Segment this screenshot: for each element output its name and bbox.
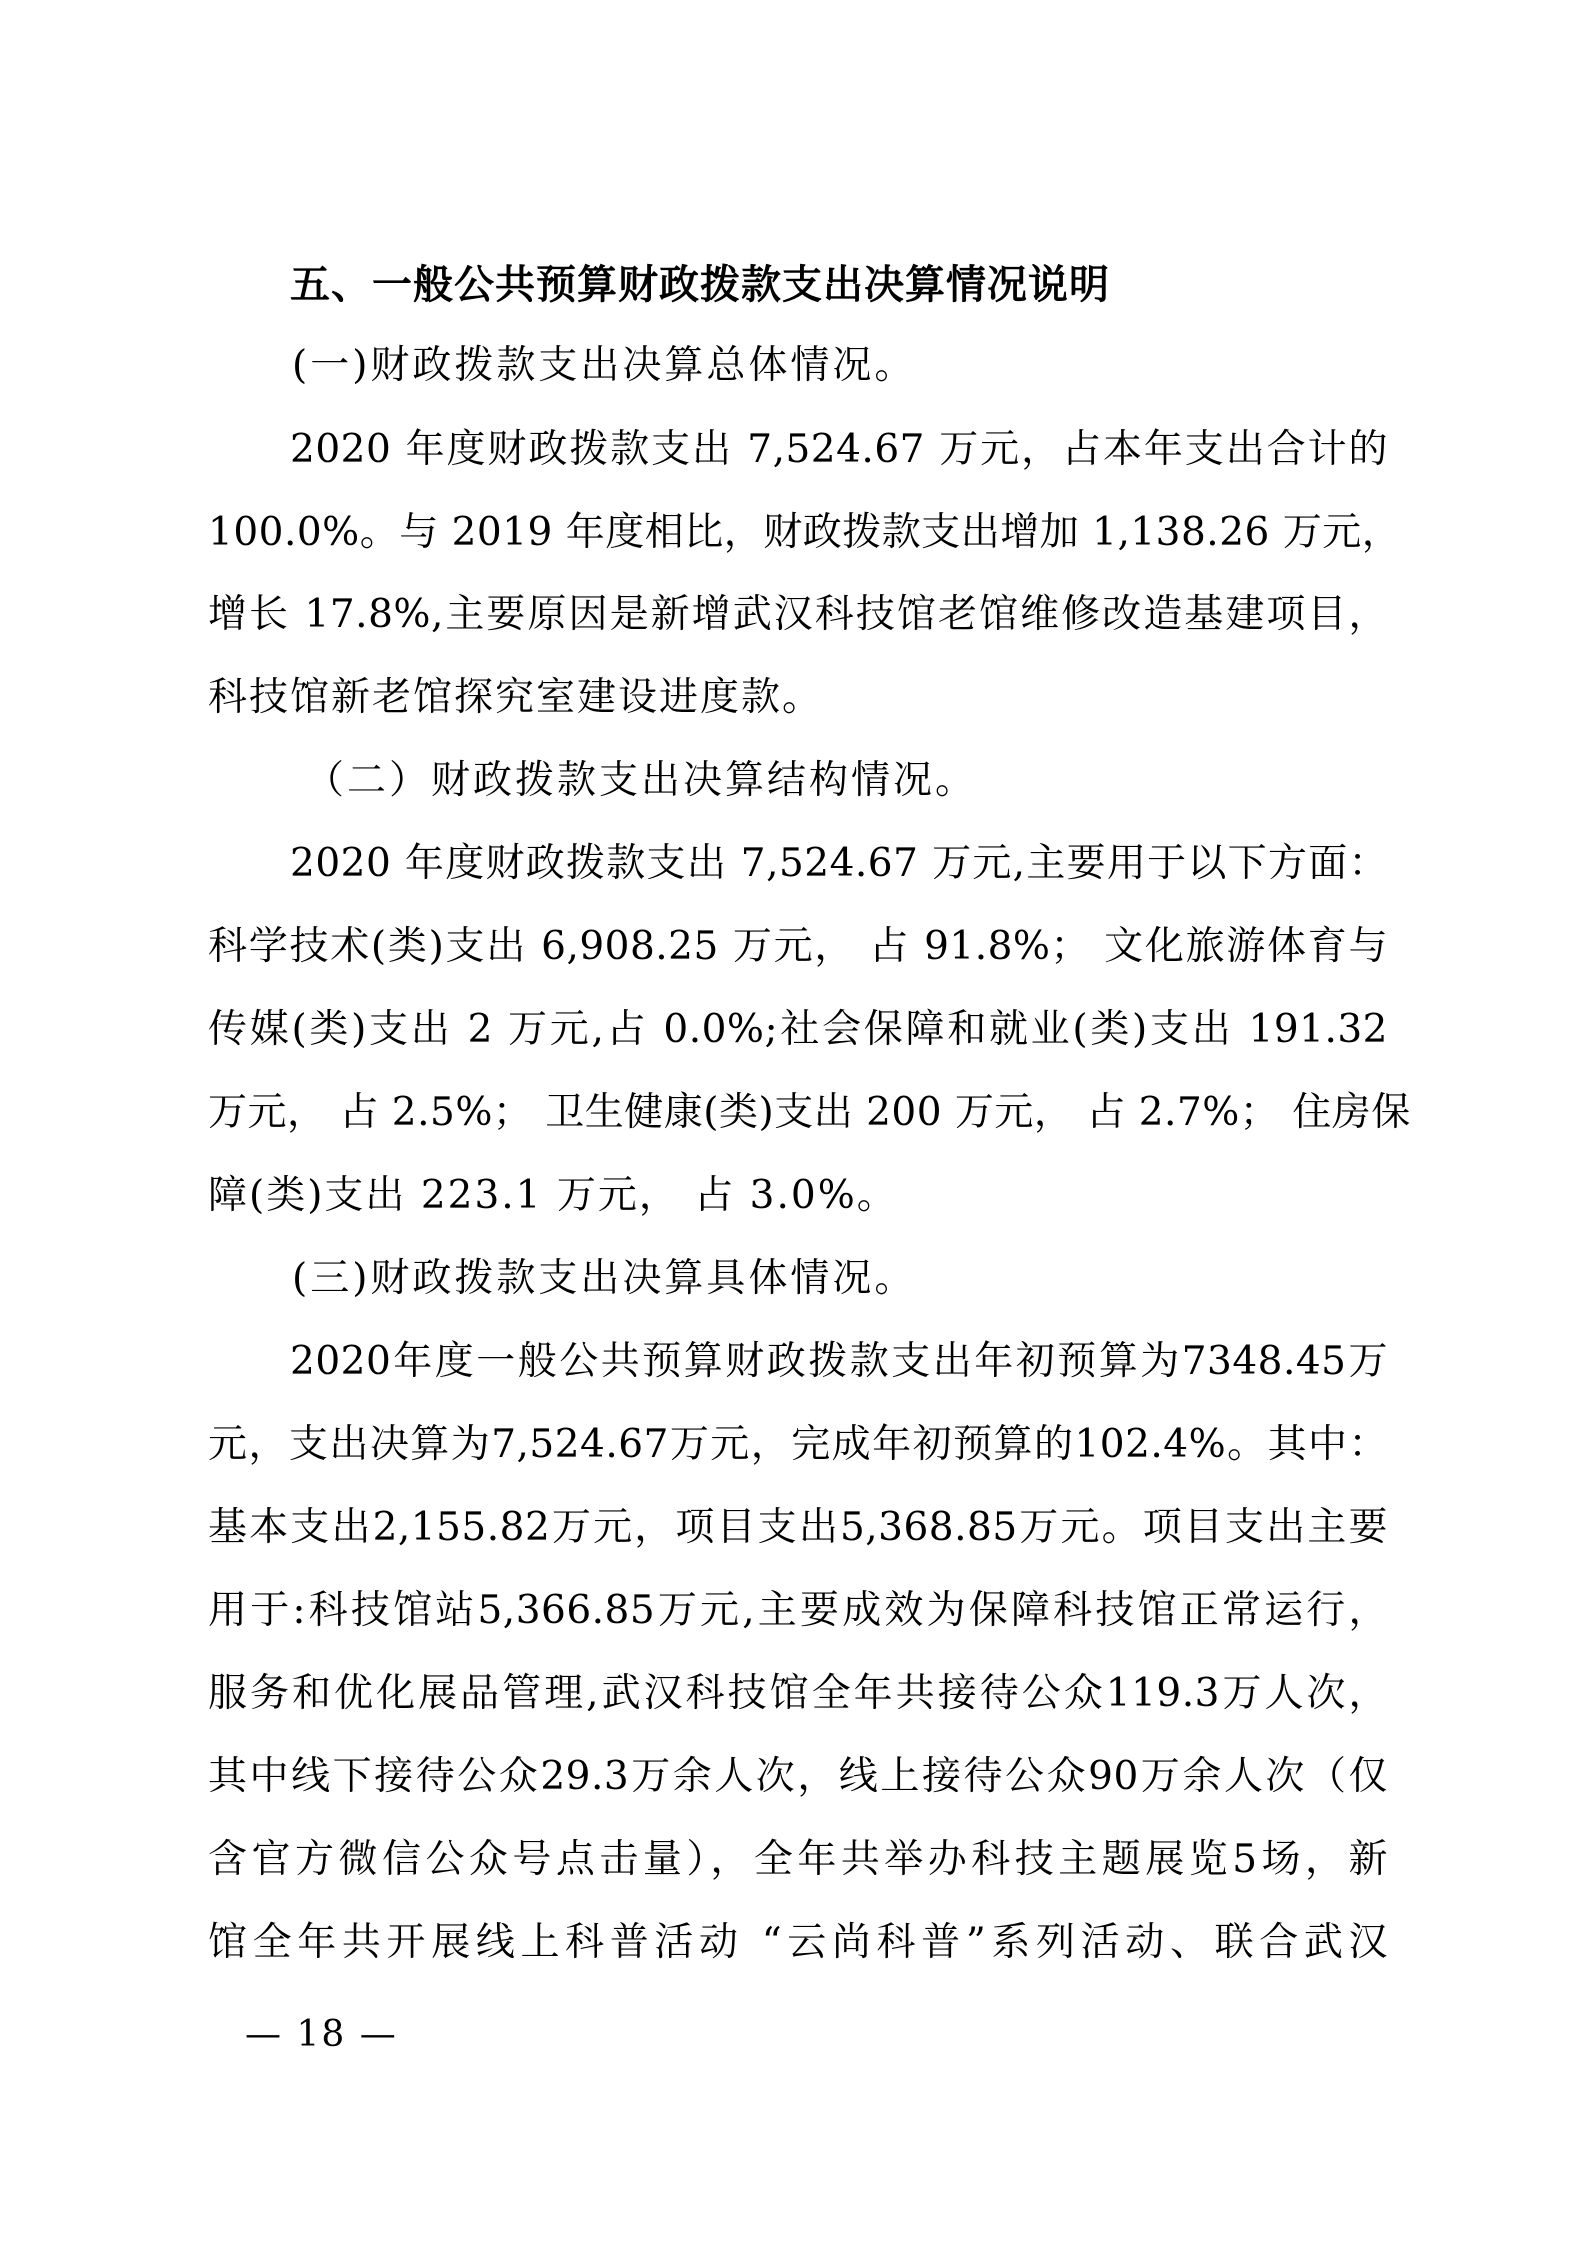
paragraph-line: 2020年度一般公共预算财政拨款支出年初预算为7348.45万 [290,1339,1388,1384]
subsection-3-title: (三)财政拨款支出决算具体情况。 [292,1256,917,1301]
paragraph-line: 其中线下接待公众29.3万余人次，线上接待公众90万余人次（仅 [208,1754,1388,1799]
page-number: — 18 — [245,2014,398,2055]
paragraph-line: 用于:科技馆站5,366.85万元,主要成效为保障科技馆正常运行， [208,1588,1388,1633]
paragraph-line: 科技馆新老馆探究室建设进度款。 [208,675,824,720]
paragraph-line: 馆全年共开展线上科普活动 “云尚科普”系列活动、联合武汉 [208,1920,1388,1965]
paragraph-line: 服务和优化展品管理,武汉科技馆全年共接待公众119.3万人次， [208,1671,1388,1716]
paragraph-line: 增长 17.8%,主要原因是新增武汉科技馆老馆维修改造基建项目， [208,592,1388,637]
paragraph-line: 含官方微信公众号点击量），全年共举办科技主题展览5场，新 [208,1837,1388,1882]
paragraph-line: 传媒(类)支出 2 万元,占 0.0%;社会保障和就业(类)支出 191.32 [208,1007,1388,1052]
section-title: 五、一般公共预算财政拨款支出决算情况说明 [290,262,1110,308]
paragraph-line: 基本支出2,155.82万元，项目支出5,368.85万元。项目支出主要 [208,1505,1388,1550]
paragraph-line: 科学技术(类)支出 6,908.25 万元， 占 91.8%； 文化旅游体育与 [208,924,1388,969]
paragraph-line: 万元， 占 2.5%； 卫生健康(类)支出 200 万元， 占 2.7%； 住房保 [208,1090,1411,1135]
paragraph-line: 障(类)支出 223.1 万元， 占 3.0%。 [208,1173,898,1218]
subsection-1-title: (一)财政拨款支出决算总体情况。 [292,343,917,388]
subsection-2-title: （二）财政拨款支出决算结构情况。 [305,758,978,803]
paragraph-line: 2020 年度财政拨款支出 7,524.67 万元,主要用于以下方面： [290,841,1388,886]
paragraph-line: 元，支出决算为7,524.67万元，完成年初预算的102.4%。其中： [208,1422,1388,1467]
paragraph-line: 100.0%。与 2019 年度相比，财政拨款支出增加 1,138.26 万元， [208,510,1402,555]
paragraph-line: 2020 年度财政拨款支出 7,524.67 万元，占本年支出合计的 [290,427,1388,472]
